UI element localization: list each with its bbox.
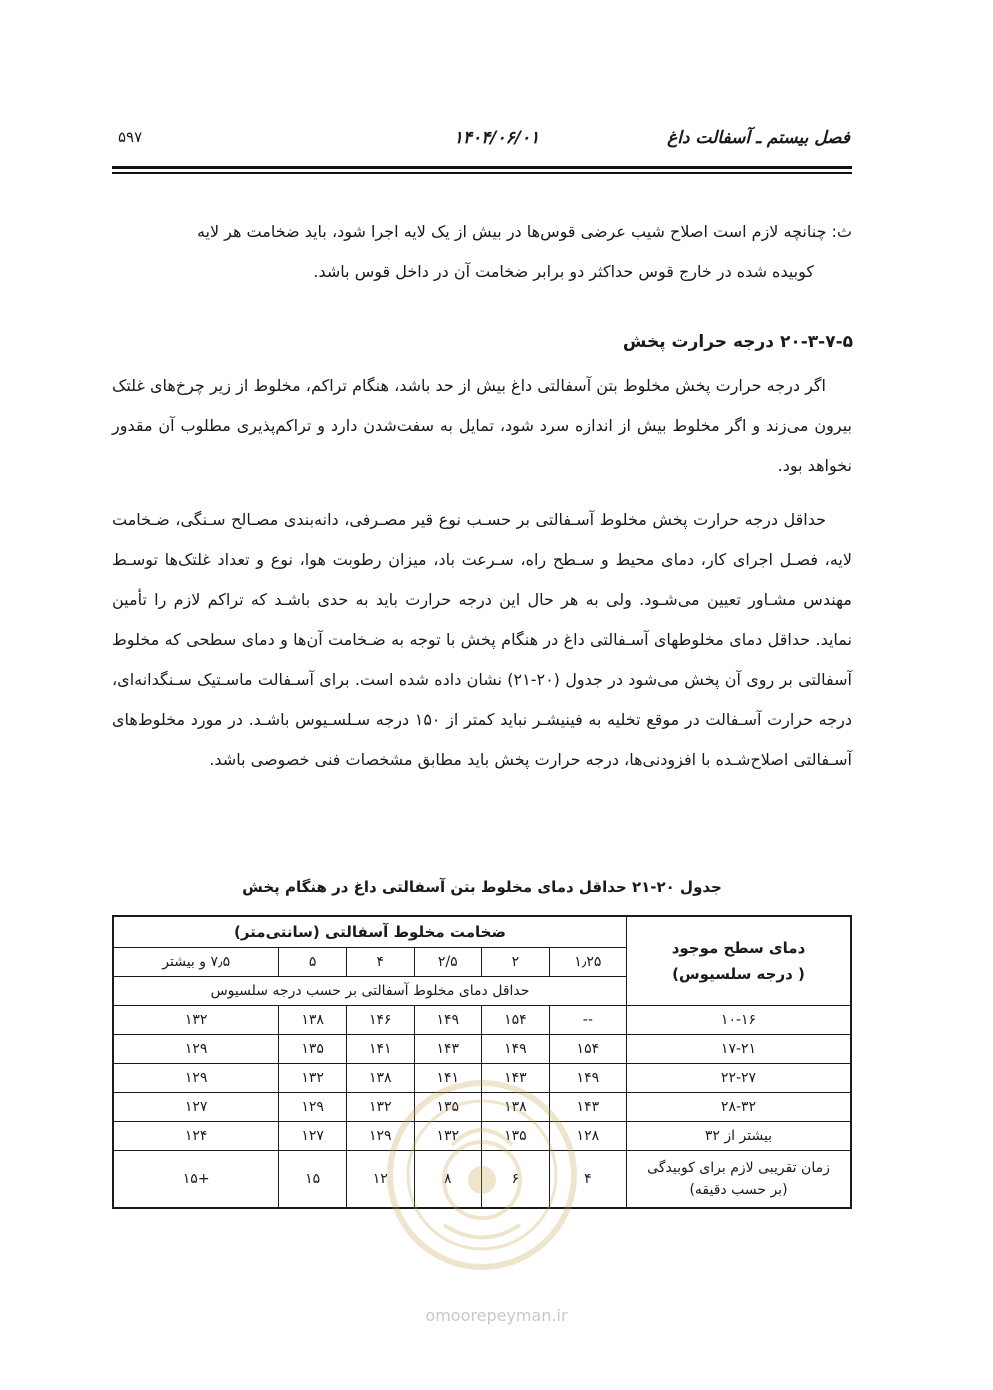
item-th-line2: کوبیده شده در خارج قوس حداکثر دو برابر ضخامت آن در داخل قوس باشد. (313, 262, 814, 281)
surface-header-line2: ( درجه سلسیوس) (672, 965, 805, 983)
value-cell: ۱۴۳ (482, 1064, 550, 1093)
value-cell: ۱۴۳ (414, 1035, 482, 1064)
section-heading: ۲۰-۳-۷-۵ درجه حرارت پخش (622, 332, 853, 352)
min-temp-subheader: حداقل دمای مخلوط آسفالتی بر حسب درجه سلسیوس (113, 977, 627, 1006)
item-th-line1: ث: چنانچه لازم است اصلاح شیب عرضی قوس‌ها در بیش از یک لایه اجرا شود، باید ضخامت هر لایه (196, 222, 852, 241)
value-cell: ۱۴۱ (414, 1064, 482, 1093)
value-cell: ۱۴۹ (549, 1064, 626, 1093)
value-cell: ۱۲۴ (113, 1122, 279, 1151)
time-cell: ۴ (549, 1151, 626, 1209)
surface-cell: بیشتر از ۳۲ (627, 1122, 852, 1151)
value-cell: ۱۴۱ (346, 1035, 414, 1064)
value-cell: ۱۲۹ (113, 1035, 279, 1064)
time-cell: ۶ (482, 1151, 550, 1209)
paragraph-1: اگر درجه حرارت پخش مخلوط بتن آسفالتی داغ بیش از حد باشد، هنگام تراکم، مخلوط از زیر چرخ‌های غلتک بیرون می‌زند و اگر مخلوط بیش از اندازه سرد شود، تمایل به سفت‌شدن دارد و تراکم‌پذیری مطلوب آن مقدور نخواهد بود. (112, 376, 852, 475)
time-cell: ۱۵ (279, 1151, 347, 1209)
watermark-seal-icon (382, 1075, 582, 1275)
item-th (112, 212, 852, 292)
time-cell: ۱۲ (346, 1151, 414, 1209)
value-cell: ۱۲۹ (346, 1122, 414, 1151)
value-cell: ۱۵۴ (482, 1006, 550, 1035)
time-label-line2: (بر حسب دقیقه) (689, 1182, 788, 1198)
header-rule-thick (112, 166, 852, 169)
time-label-line1: زمان تقریبی لازم برای کوبیدگی (647, 1160, 830, 1176)
surface-cell: ۱۷-۲۱ (627, 1035, 852, 1064)
compaction-time-label (627, 1151, 852, 1209)
surface-header-line1: دمای سطح موجود (671, 939, 806, 957)
time-cell: +۱۵ (113, 1151, 279, 1209)
thickness-col: ۲ (482, 948, 550, 977)
surface-temp-header (627, 916, 852, 1006)
time-cell: ۸ (414, 1151, 482, 1209)
thickness-col: ۱٫۲۵ (549, 948, 626, 977)
thickness-col: ۴ (346, 948, 414, 977)
chapter-title: فصل بیستم ـ آسفالت داغ (667, 128, 850, 148)
value-cell: ۱۳۲ (346, 1093, 414, 1122)
value-cell: ۱۳۸ (346, 1064, 414, 1093)
value-cell: ۱۲۹ (113, 1064, 279, 1093)
page-number: ۵۹۷ (118, 128, 143, 146)
value-cell: ۱۲۷ (113, 1093, 279, 1122)
value-cell: ۱۳۲ (279, 1064, 347, 1093)
surface-cell: ۲۸-۳۲ (627, 1093, 852, 1122)
value-cell: ۱۴۶ (346, 1006, 414, 1035)
thickness-col: ۷٫۵ و بیشتر (113, 948, 279, 977)
value-cell: ۱۲۸ (549, 1122, 626, 1151)
value-cell: ۱۴۹ (482, 1035, 550, 1064)
table-row (113, 1035, 851, 1064)
value-cell: ۱۲۷ (279, 1122, 347, 1151)
value-cell: ۱۳۲ (414, 1122, 482, 1151)
watermark-text: omoorepeyman.ir (425, 1306, 568, 1325)
value-cell: ۱۵۴ (549, 1035, 626, 1064)
thickness-col: ۲/۵ (414, 948, 482, 977)
value-cell: ۱۴۹ (414, 1006, 482, 1035)
value-cell: ۱۳۲ (113, 1006, 279, 1035)
header-rule-thin (112, 172, 852, 174)
value-cell: ۱۲۹ (279, 1093, 347, 1122)
paragraph-2: حداقل درجه حرارت پخش مخلوط آسـفالتی بر حسـب نوع قیر مصـرفی، دانه‌بندی مصـالح سـنگی، ضـخامت لایه، فصـل اجرای کار، دمای محیط و سـطح راه، سـرعت باد، میزان رطوبت هوا، نوع و تعداد غلتک‌ها توسـط مهندس مشـاور تعیین می‌شـود. ولی به هر حال این درجه حرارت باید به حدی باشـد که تراکم لازم را تأمین نماید. حداقل دمای مخلوطهای آسـفالتی داغ در هنگام پخش با توجه به ضـخامت آن‌ها و دمای سطحی که مخلوط آسفالتی بر روی آن پخش می‌شود در جدول (۲۰-۲۱) نشان داده شده است. برای آسـفالت ماسـتیک سـنگدانه‌ای، درجه حرارت آسـفالت در موقع تخلیه به فینیشـر نباید کمتر از ۱۵۰ درجه سـلسـیوس باشـد. در مورد مخلوط‌های آسـفالتی اصلاح‌شـده با افزودنی‌ها، درجه حرارت پخش باید مطابق مشخصات فنی خصوصی باشد. (112, 510, 852, 769)
value-cell: ۱۳۵ (414, 1093, 482, 1122)
value-cell: ۱۳۸ (482, 1093, 550, 1122)
thickness-col: ۵ (279, 948, 347, 977)
header-date: ۱۴۰۴/۰۶/۰۱ (453, 128, 540, 148)
value-cell: ۱۳۵ (482, 1122, 550, 1151)
table-row (113, 1006, 851, 1035)
value-cell: ۱۳۸ (279, 1006, 347, 1035)
thickness-header: ضخامت مخلوط آسفالتی (سانتی‌متر) (113, 916, 627, 948)
value-cell: ۱۴۳ (549, 1093, 626, 1122)
table-header-row (113, 916, 851, 948)
surface-cell: ۲۲-۲۷ (627, 1064, 852, 1093)
table-caption: جدول ۲۰-۲۱ حداقل دمای مخلوط بتن آسفالتی داغ در هنگام پخش (242, 878, 722, 896)
value-cell: ۱۳۵ (279, 1035, 347, 1064)
value-cell: -- (549, 1006, 626, 1035)
surface-cell: ۱۰-۱۶ (627, 1006, 852, 1035)
